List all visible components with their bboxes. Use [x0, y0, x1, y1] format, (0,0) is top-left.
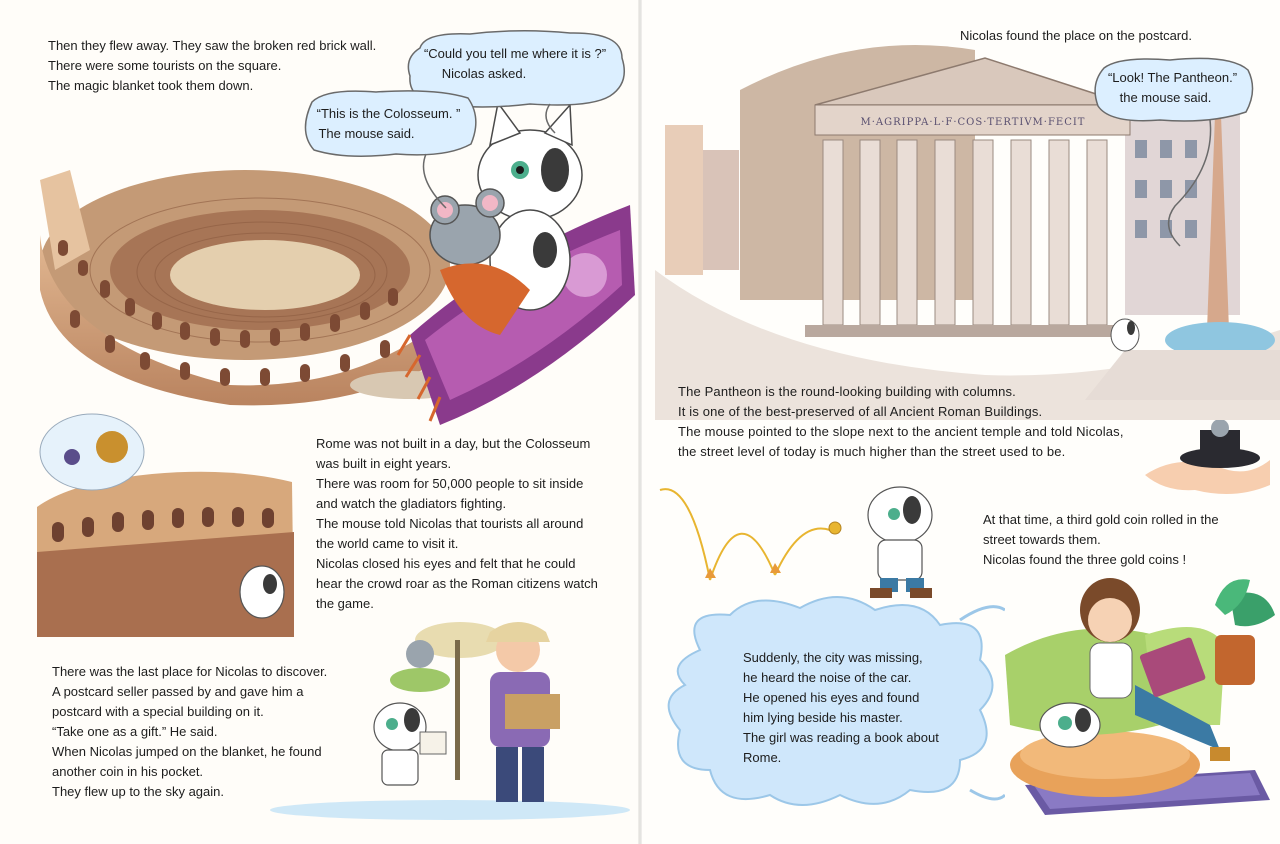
found-caption [960, 26, 1192, 46]
text-line: The mouse pointed to the slope next to the ancient temple and told Nicolas, [678, 424, 1124, 439]
text-line: He opened his eyes and found [743, 690, 920, 705]
postcard-paragraph [52, 662, 327, 802]
right-page [640, 0, 1280, 844]
text-line: him lying beside his master. [743, 710, 903, 725]
bubble-line: Nicolas asked. [441, 66, 527, 81]
text-line: was built in eight years. [316, 456, 452, 471]
text-line: They flew up to the sky again. [52, 784, 224, 799]
text-line: the street level of today is much higher than the street used to be. [678, 444, 1066, 459]
text-line: The girl was reading a book about [743, 730, 939, 745]
bouncing-coin-illustration [650, 470, 990, 600]
colosseum-interior-illustration [32, 412, 297, 642]
text-line: The Pantheon is the round-looking building with columns. [678, 384, 1016, 399]
text-line: Rome was not built in a day, but the Colosseum [316, 436, 591, 451]
text-line: and watch the gladiators fighting. [316, 496, 507, 511]
speech-bubble-mouse [296, 88, 481, 168]
book-gutter [638, 0, 642, 844]
text-line: hear the crowd roar as the Roman citizens watch [316, 576, 598, 591]
text-line: At that time, a third gold coin rolled in the [983, 512, 1219, 527]
text-line: the world came to visit it. [316, 536, 459, 551]
text-line: A postcard seller passed by and gave him a [52, 684, 304, 699]
text-line: The mouse told Nicolas that tourists all around [316, 516, 584, 531]
temple-inscription: M·AGRIPPA·L·F·COS·TERTIVM·FECIT [860, 117, 1086, 128]
text-line: postcard with a special building on it. [52, 704, 264, 719]
girl-reading-illustration [985, 575, 1275, 815]
text-line: Then they flew away. They saw the broken red brick wall. [48, 38, 377, 53]
text-line: the game. [316, 596, 374, 611]
rome-paragraph [316, 434, 598, 614]
text-line: another coin in his pocket. [52, 764, 204, 779]
bubble-line: “Could you tell me where it is ?” [423, 46, 607, 61]
ending-paragraph [743, 648, 939, 768]
text-line: Rome. [743, 750, 782, 765]
text-line: street towards them. [983, 532, 1101, 547]
text-line: There was the last place for Nicolas to discover. [52, 664, 328, 679]
speech-bubble-pantheon [1090, 56, 1255, 126]
bubble-line: “This is the Colosseum. ” [316, 106, 461, 121]
text-line: he heard the noise of the car. [743, 670, 912, 685]
text-line: There was room for 50,000 people to sit inside [316, 476, 584, 491]
text-line: Nicolas closed his eyes and felt that he could [316, 556, 576, 571]
text-line: The magic blanket took them down. [48, 78, 254, 93]
bubble-line: The mouse said. [318, 126, 415, 141]
intro-paragraph [48, 36, 376, 96]
text-line: There were some tourists on the square. [48, 58, 282, 73]
text-line: It is one of the best-preserved of all Ancient Roman Buildings. [678, 404, 1043, 419]
pantheon-paragraph [678, 382, 1124, 462]
bubble-line: “Look! The Pantheon.” [1107, 70, 1238, 85]
text-line: “Take one as a gift.” He said. [52, 724, 218, 739]
coin-paragraph [983, 510, 1219, 570]
text-line: Suddenly, the city was missing, [743, 650, 923, 665]
magic-hat-mouse-illustration [1145, 420, 1270, 500]
text-line: Nicolas found the three gold coins ! [983, 552, 1187, 567]
text-line: When Nicolas jumped on the blanket, he found [52, 744, 322, 759]
text-line: Nicolas found the place on the postcard. [960, 28, 1192, 43]
bubble-line: the mouse said. [1119, 90, 1212, 105]
